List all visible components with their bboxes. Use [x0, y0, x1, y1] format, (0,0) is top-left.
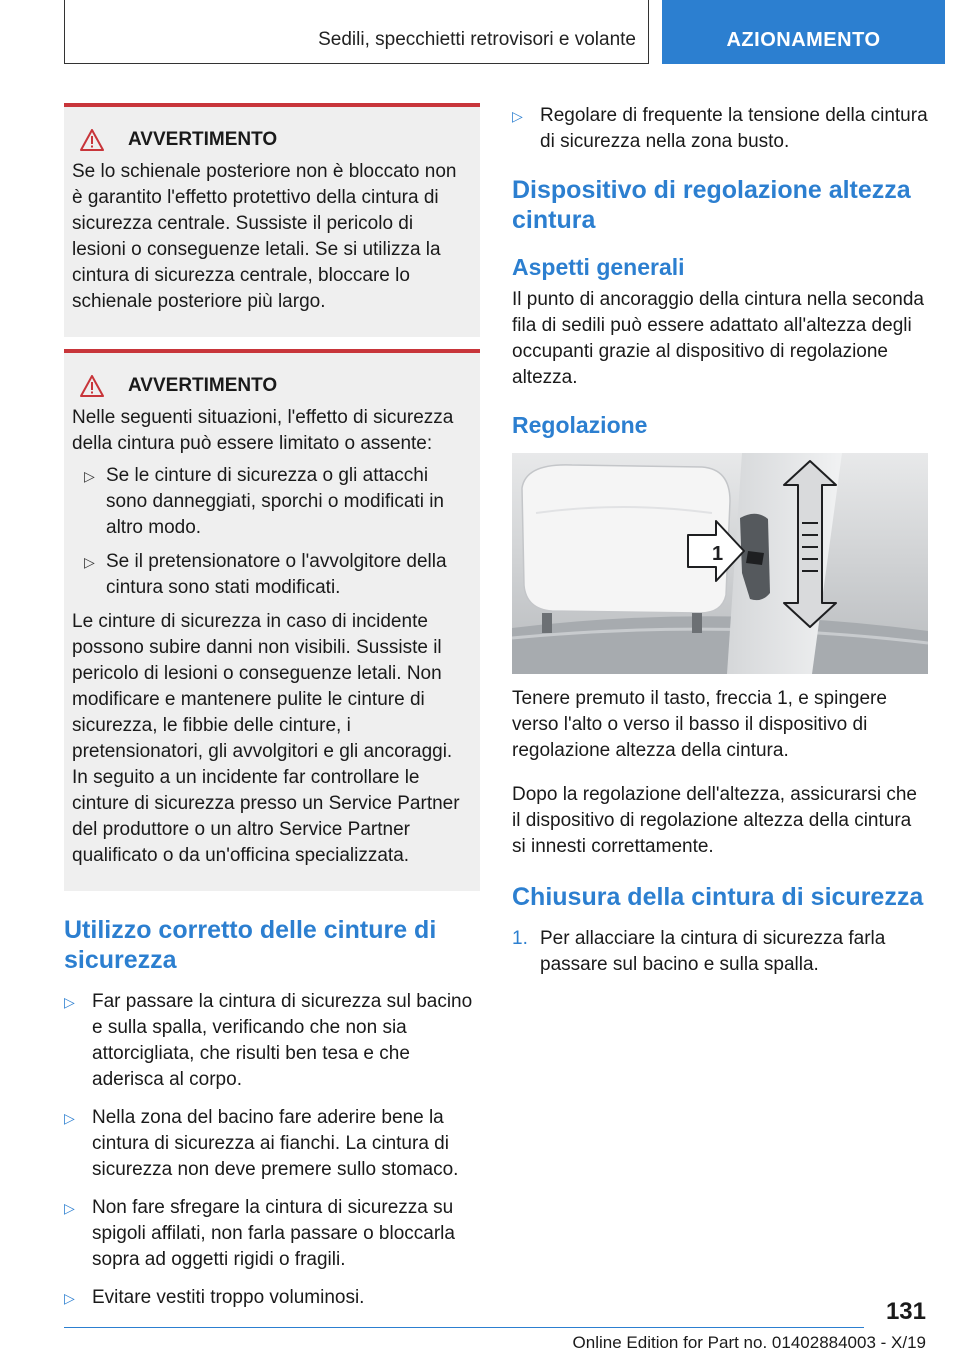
verify-text: Dopo la regolazione dell'altezza, assicurarsi che il dispositivo di regolazione altezza della cintura si innesti correttamente. — [512, 784, 917, 857]
header-chapter-tab[interactable] — [662, 0, 945, 64]
list-item — [512, 103, 928, 155]
warning-box-2 — [64, 349, 480, 891]
adjustment-text: Tenere premuto il tasto, freccia 1, e spingere verso l'alto o verso il basso il dispositivo di regolazione altezza della cintura. — [512, 688, 887, 761]
warning-header-1 — [72, 127, 472, 153]
step-text: Per allacciare la cintura di sicurezza farla passare sul bacino e sulla spalla. — [540, 928, 886, 975]
right-column — [512, 103, 928, 990]
bullet-triangle-icon: ▷ — [64, 994, 75, 1010]
edition-footer: Online Edition for Part no. 01402884003 - X/19 — [572, 1333, 926, 1352]
heading-fasten-belt: Chiusura della cintura di sicurezza — [512, 883, 924, 911]
general-text: Il punto di ancoraggio della cintura nella seconda fila di sedili può essere adattato all'altezza degli occupanti grazie al dispositivo di regolazione altezza. — [512, 289, 924, 388]
chapter-label: AZIONAMENTO — [726, 29, 881, 51]
list-item — [72, 549, 472, 601]
bullet-triangle-icon: ▷ — [64, 1200, 75, 1216]
list-item-text: Non fare sfregare la cintura di sicurezza su spigoli affilati, non farla passare o bloccarla sopra ad oggetti rigidi o fragili. — [92, 1197, 455, 1270]
bullet-triangle-icon: ▷ — [64, 1290, 75, 1306]
bullet-triangle-icon: ▷ — [64, 1110, 75, 1126]
list-item — [64, 1195, 480, 1273]
top-list — [512, 103, 928, 155]
warning-triangle-icon — [80, 129, 104, 151]
seat-belt-adjuster-figure — [512, 453, 928, 674]
warning-list-2 — [72, 463, 472, 601]
fasten-steps — [512, 926, 928, 978]
list-item — [64, 1285, 480, 1311]
subheading-adjustment: Regolazione — [512, 412, 648, 438]
warning-text-2: Le cinture di sicurezza in caso di incidente possono subire danni non visibili. Sussiste il pericolo di lesioni o conseguenze letali. Non modificare e mantenere pulite le cinture di sicurezza, le fibbie delle cinture, i pretensionatori, gli avvolgitori e gli ancoraggi. In seguito a un incidente far controllare le cinture di sicurezza presso un Service Partner del produttore o un altro Service Partner qualificato o da un'officina specializzata. — [72, 611, 460, 866]
list-item-text: Se il pretensionatore o l'avvolgitore della cintura sono stati modificati. — [106, 551, 447, 598]
correct-use-list — [64, 989, 480, 1311]
list-item-text: Se le cinture di sicurezza o gli attacchi sono danneggiati, sporchi o modificati in altro modo. — [106, 465, 444, 538]
bullet-triangle-icon: ▷ — [84, 554, 95, 570]
step-number: 1. — [512, 928, 528, 949]
subheading-general: Aspetti generali — [512, 254, 685, 280]
list-item-text: Nella zona del bacino fare aderire bene la cintura di sicurezza ai fianchi. La cintura di sicurezza non deve premere sullo stomaco. — [92, 1107, 459, 1180]
list-item-text: Regolare di frequente la tensione della cintura di sicurezza nella zona busto. — [540, 105, 928, 152]
bullet-triangle-icon: ▷ — [512, 108, 523, 124]
heading-correct-use: Utilizzo corretto delle cinture di sicurezza — [64, 916, 437, 974]
list-item-text: Evitare vestiti troppo voluminosi. — [92, 1287, 365, 1308]
warning-title-2: AVVERTIMENTO — [128, 375, 278, 396]
section-title: Sedili, specchietti retrovisori e volante — [318, 29, 636, 50]
page-number: 131 — [885, 1298, 926, 1325]
warning-header-2 — [72, 373, 472, 399]
warning-intro-2: Nelle seguenti situazioni, l'effetto di sicurezza della cintura può essere limitato o assente: — [72, 407, 454, 454]
warning-text-1: Se lo schienale posteriore non è bloccato non è garantito l'effetto protettivo della cintura di sicurezza centrale. Sussiste il pericolo di lesioni o conseguenze letali. Se si utilizza la cintura di sicurezza centrale, bloccare lo schienale posteriore più largo. — [72, 161, 457, 312]
list-item — [72, 463, 472, 541]
warning-box-1 — [64, 103, 480, 337]
footer-divider — [64, 1327, 864, 1328]
warning-triangle-icon — [80, 375, 104, 397]
warning-title-1: AVVERTIMENTO — [128, 129, 278, 150]
figure-callout-label: 1 — [712, 543, 724, 565]
header-section-title — [64, 0, 649, 64]
left-column — [64, 103, 480, 1323]
bullet-triangle-icon: ▷ — [84, 468, 95, 484]
list-item — [64, 989, 480, 1093]
step-item — [512, 926, 928, 978]
list-item — [64, 1105, 480, 1183]
heading-height-adjuster: Dispositivo di regolazione altezza cintura — [512, 176, 911, 234]
list-item-text: Far passare la cintura di sicurezza sul bacino e sulla spalla, verificando che non sia attorcigliata, che risulti ben tesa e che aderisca al corpo. — [92, 991, 473, 1090]
